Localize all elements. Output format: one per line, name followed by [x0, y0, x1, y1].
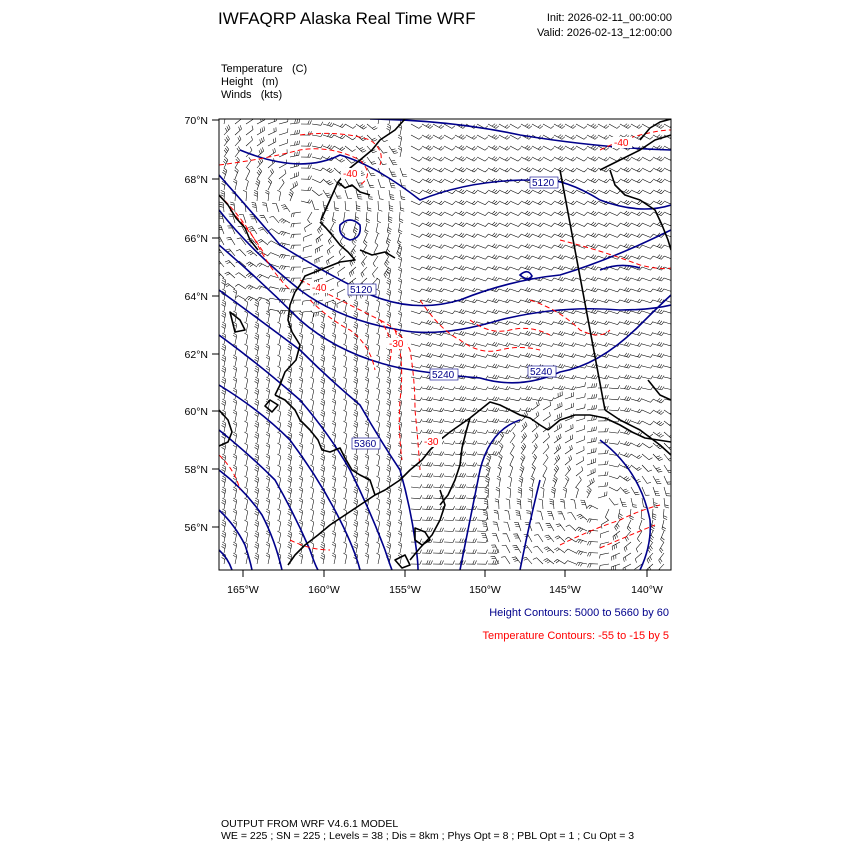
lat-labels: [185, 115, 208, 534]
lon-label: 155°W: [389, 584, 421, 596]
height-contour-label: 5240: [432, 370, 455, 381]
lon-label: 165°W: [227, 584, 259, 596]
valid-time: Valid: 2026-02-13_12:00:00: [537, 27, 672, 39]
height-contour-label: 5120: [350, 285, 373, 296]
lat-label: 58°N: [184, 464, 208, 476]
lon-labels: [227, 584, 663, 596]
lat-label: 64°N: [184, 291, 208, 303]
height-contour-label: 5360: [354, 439, 377, 450]
lon-label: 140°W: [631, 584, 663, 596]
lat-ticks: [212, 120, 219, 527]
lat-label: 62°N: [184, 349, 208, 361]
lat-label: 56°N: [184, 522, 208, 534]
temperature-contour-label: -30: [389, 339, 404, 350]
lat-label: 66°N: [184, 233, 208, 245]
lon-label: 150°W: [469, 584, 501, 596]
temperature-contour-label: -30: [424, 437, 439, 448]
height-contour-label: 5120: [532, 178, 555, 189]
lat-label: 70°N: [184, 115, 208, 127]
model-config: WE = 225 ; SN = 225 ; Levels = 38 ; Dis = 8km ; Phys Opt = 8 ; PBL Opt = 1 ; Cu Opt = 3: [221, 830, 635, 842]
temperature-contour-label: -40: [614, 138, 629, 149]
variable-temperature: Temperature (C): [221, 63, 308, 75]
variable-winds: Winds (kts): [221, 89, 283, 101]
chart-title: IWFAQRP Alaska Real Time WRF: [218, 9, 476, 28]
temperature-contour-label: -40: [312, 283, 327, 294]
temperature-contour-note: Temperature Contours: -55 to -15 by 5: [482, 630, 669, 642]
lon-label: 160°W: [308, 584, 340, 596]
height-contour-note: Height Contours: 5000 to 5660 by 60: [489, 607, 669, 619]
height-contour-label: 5240: [530, 367, 553, 378]
temperature-contour-label: -40: [343, 169, 358, 180]
lon-ticks: [243, 570, 647, 577]
model-info: OUTPUT FROM WRF V4.6.1 MODEL: [221, 818, 399, 830]
variable-height: Height (m): [221, 76, 279, 88]
lat-label: 60°N: [184, 406, 208, 418]
lat-label: 68°N: [184, 174, 208, 186]
init-time: Init: 2026-02-11_00:00:00: [546, 12, 672, 24]
lon-label: 145°W: [549, 584, 581, 596]
